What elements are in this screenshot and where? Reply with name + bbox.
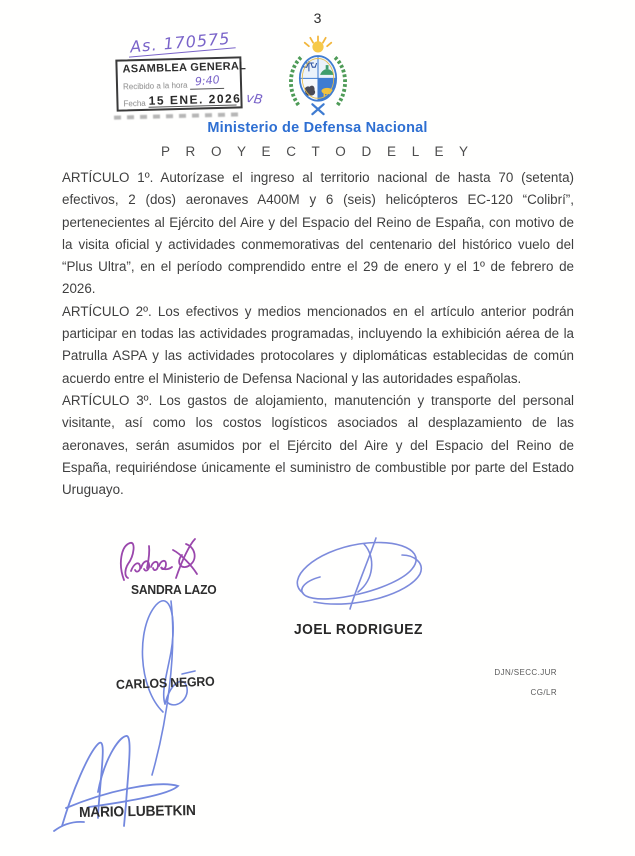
document-title: P R O Y E C T O D E L E Y — [160, 144, 475, 159]
article-2: ARTÍCULO 2º. Los efectivos y medios mencionados en el artículo anterior podrán participar en todas las actividades programadas, incluyendo la exhibición aérea de la Patrulla ASPA y las actividades protocolares y diplomáticas establecidas de común acuerdo entre el Ministerio de Defensa Nacional y las autoridades españolas. — [62, 303, 574, 386]
ref-djn-secc-jur: DJN/SECC.JUR — [494, 668, 557, 677]
stamp-smudge — [114, 112, 242, 119]
signatory-name-joel-rodriguez: JOEL RODRIGUEZ — [294, 622, 423, 638]
ref-cg-lr: CG/LR — [530, 688, 557, 697]
signatory-name-mario-lubetkin: MARIO LUBETKIN — [78, 802, 196, 821]
stamp-date-value: 15 ENE. 2026 — [148, 91, 242, 108]
stamp-received-time: 9:40 — [194, 73, 221, 89]
article-3: ARTÍCULO 3º. Los gastos de alojamiento, manutención y transporte del personal visitante, así como los costos logísticos asociados al desplazamiento de las aeronaves, serán asumidos por el Ejército del Aire y del Espacio del Reino de España, requiriéndose únicamente el suministro de combustible por parte del Estado Uruguayo. — [62, 392, 574, 498]
uruguay-coat-of-arms-icon — [283, 34, 353, 120]
stamp-date-label: Fecha — [123, 98, 146, 109]
page-number: 3 — [313, 10, 322, 26]
stamp-initials: vB — [245, 90, 264, 109]
ministry-name: Ministerio de Defensa Nacional — [207, 120, 428, 136]
stamp-date-row — [123, 91, 242, 109]
signature-joel-rodriguez — [283, 531, 435, 623]
asamblea-general-stamp — [110, 30, 280, 125]
law-articles — [62, 167, 574, 501]
stamp-received-row — [123, 75, 236, 92]
stamp-box — [115, 56, 247, 111]
stamp-entry-number: As. 170575 — [127, 28, 235, 57]
stamp-title: ASAMBLEA GENERAL — [122, 60, 247, 76]
signatory-name-carlos-negro: CARLOS NEGRO — [115, 673, 215, 692]
stamp-received-label: Recibido a la hora — [122, 80, 188, 92]
signatory-name-sandra-lazo: SANDRA LAZO — [131, 582, 217, 597]
article-1: ARTÍCULO 1º. Autorízase el ingreso al territorio nacional de hasta 70 (setenta) efectivos, 2 (dos) aeronaves A400M y 6 (seis) helicópteros EC-120 “Colibrí”, pertenecientes al Ejército del Aire y del Espacio del Reino de España, con motivo de la visita oficial y actividades conmemorativas del centenario del histórico vuelo del “Plus Ultra”, en el período comprendido entre el 29 de enero y el 1º de febrero de 2026. — [62, 170, 574, 297]
